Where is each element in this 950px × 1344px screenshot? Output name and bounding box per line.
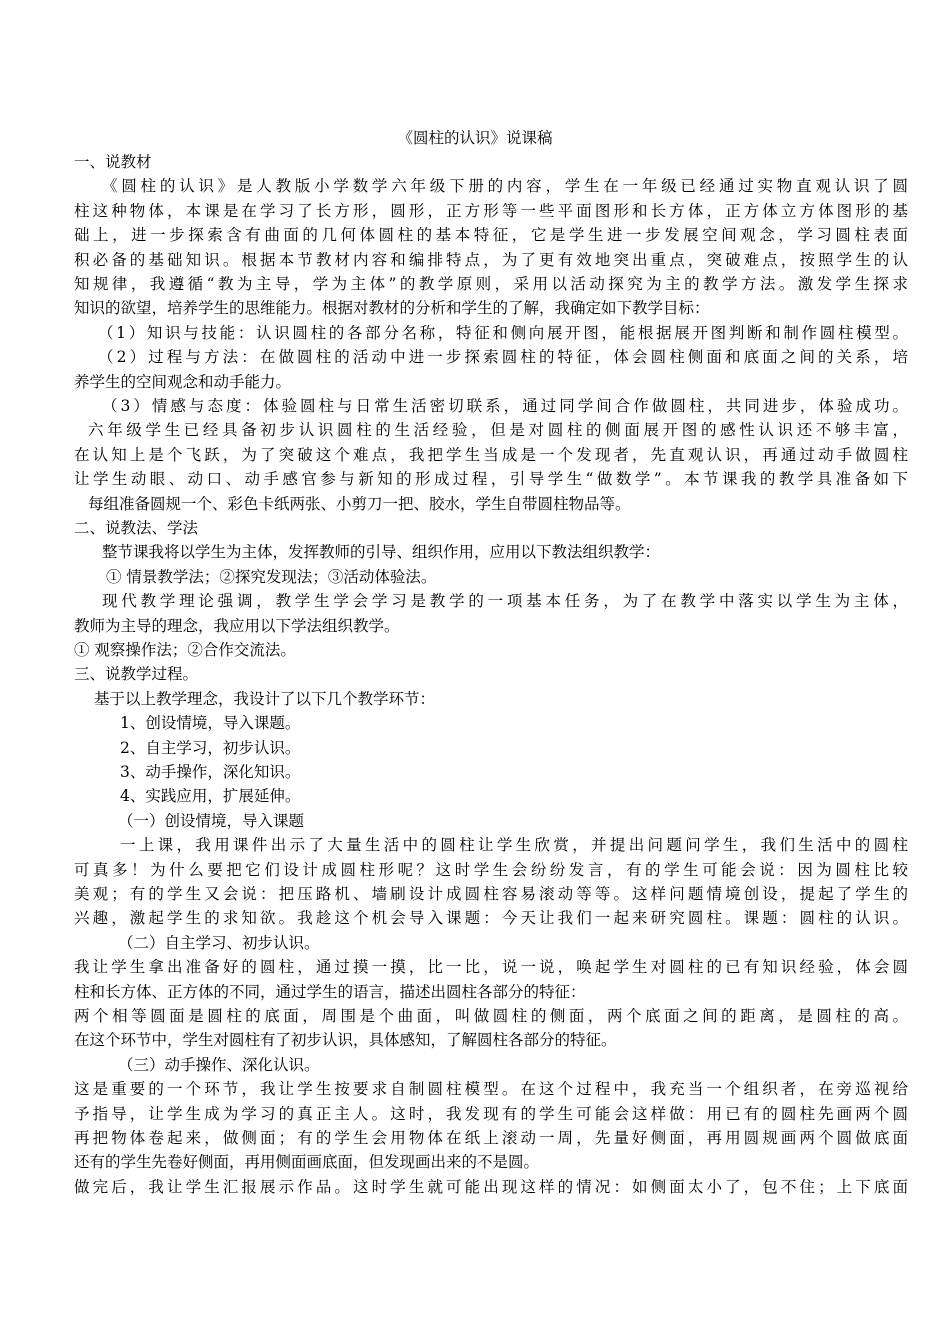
document-line: （二）自主学习、初步认识。 bbox=[118, 933, 320, 952]
document-line: 《圆柱的认识》是人教版小学数学六年级下册的内容，学生在一年级已经通过实物直观认识了圆 bbox=[102, 177, 908, 196]
document-line: 三、说教学过程。 bbox=[74, 665, 199, 684]
document-line: 养学生的空间观念和动手能力。 bbox=[74, 372, 292, 391]
document-line: 六年级学生已经具备初步认识圆柱的生活经验，但是对圆柱的侧面展开图的感性认识还不够丰富， bbox=[88, 421, 908, 440]
document-line: 在认知上是个飞跃，为了突破这个难点，我把学生当成是一个发现者，先直观认识，再通过动手做圆柱 bbox=[74, 445, 908, 464]
document-line: 2、自主学习，初步认识。 bbox=[120, 738, 301, 757]
document-line: 3、动手操作，深化知识。 bbox=[120, 763, 301, 781]
document-line: 还有的学生先卷好侧面，再用侧面画底面，但发现画出来的不是圆。 bbox=[74, 1153, 540, 1172]
document-line: 再把物体卷起来，做侧面；有的学生会用物体在纸上滚动一周，先量好侧面，再用圆规画两个圆做底面 bbox=[74, 1129, 908, 1147]
document-line: 做完后，我让学生汇报展示作品。这时学生就可能出现这样的情况：如侧面太小了，包不住；上下底面 bbox=[74, 1177, 908, 1196]
document-line: 柱和长方体、正方体的不同，通过学生的语言，描述出圆柱各部分的特征： bbox=[74, 982, 586, 1001]
document-line: 现代教学理论强调，教学生学会学习是教学的一项基本任务，为了在教学中落实以学生为主体， bbox=[102, 592, 908, 611]
document-line: 可真多！为什么要把它们设计成圆柱形呢？这时学生会纷纷发言，有的学生可能会说：因为圆柱比较 bbox=[74, 860, 908, 879]
document-line: 知识的欲望，培养学生的思维能力。根据对教材的分析和学生的了解，我确定如下教学目标： bbox=[74, 299, 710, 318]
document-line: 在这个环节中，学生对圆柱有了初步认识，具体感知，了解圆柱各部分的特征。 bbox=[74, 1031, 617, 1050]
document-line: （2）过程与方法：在做圆柱的活动中进一步探索圆柱的特征，体会圆柱侧面和底面之间的关系，培 bbox=[98, 348, 908, 367]
document-line: （一）创设情境，导入课题 bbox=[118, 811, 305, 830]
document-line: ① 情景教学法；②探究发现法；③活动体验法。 bbox=[106, 567, 437, 586]
document-line: 积必备的基础知识。根据本节教材内容和编排特点，为了更有效地突出重点，突破难点，按照学生的认 bbox=[74, 250, 908, 269]
document-line: 知规律，我遵循“教为主导，学为主体”的教学原则，采用以活动探究为主的教学方法。激发学生探求 bbox=[74, 275, 908, 293]
document-line: 整节课我将以学生为主体，发挥教师的引导、组织作用，应用以下教法组织教学： bbox=[102, 543, 661, 562]
document-line: 这是重要的一个环节，我让学生按要求自制圆柱模型。在这个过程中，我充当一个组织者，在旁巡视给 bbox=[74, 1080, 908, 1099]
document-line: 每组准备圆规一个、彩色卡纸两张、小剪刀一把、胶水，学生自带圆柱物品等。 bbox=[88, 494, 631, 513]
document-line: 柱这种物体，本课是在学习了长方形，圆形，正方形等一些平面图形和长方体，正方体立方体图形的基 bbox=[74, 201, 908, 220]
document-line: 一、说教材 bbox=[74, 153, 152, 171]
document-line: 予指导，让学生成为学习的真正主人。这时，我发现有的学生可能会这样做：用已有的圆柱先画两个圆 bbox=[74, 1104, 908, 1123]
document-line: 兴趣，激起学生的求知欲。我趁这个机会导入课题：今天让我们一起来研究圆柱。课题：圆柱的认识。 bbox=[74, 909, 908, 928]
document-line: （1）知识与技能：认识圆柱的各部分名称，特征和侧向展开图，能根据展开图判断和制作圆柱模型。 bbox=[98, 323, 908, 342]
document-line: 一上课，我用课件出示了大量生活中的圆柱让学生欣赏，并提出问题问学生，我们生活中的圆柱 bbox=[120, 836, 908, 855]
document-line: 1、创设情境，导入课题。 bbox=[120, 714, 301, 733]
document-line: ① 观察操作法；②合作交流法。 bbox=[74, 641, 296, 659]
document-line: 两个相等圆面是圆柱的底面，周围是个曲面，叫做圆柱的侧面，两个底面之间的距离，是圆柱的高。 bbox=[74, 1007, 908, 1025]
document-line: 我让学生拿出准备好的圆柱，通过摸一摸，比一比，说一说，唤起学生对圆柱的已有知识经验，体会圆 bbox=[74, 958, 908, 977]
document-line: 二、说教法、学法 bbox=[74, 519, 199, 537]
document-line: （3）情感与态度：体验圆柱与日常生活密切联系，通过同学间合作做圆柱，共同进步，体验成功。 bbox=[102, 397, 908, 415]
document-line: 基于以上教学理念，我设计了以下几个教学环节： bbox=[94, 689, 436, 708]
document-line: 4、实践应用，扩展延伸。 bbox=[120, 787, 301, 806]
document-line: 让学生动眼、动口、动手感官参与新知的形成过程，引导学生“做数学”。本节课我的教学具准备如下 bbox=[74, 470, 908, 489]
document-title: 《圆柱的认识》说课稿 bbox=[397, 129, 553, 147]
document-line: 础上，进一步探索含有曲面的几何体圆柱的基本特征，它是学生进一步发展空间观念，学习圆柱表面 bbox=[74, 226, 908, 245]
document-line: 美观；有的学生又会说：把压路机、墙刷设计成圆柱容易滚动等等。这样问题情境创设，提起了学生的 bbox=[74, 885, 908, 903]
document-line: （三）动手操作、深化认识。 bbox=[118, 1055, 320, 1074]
document-line: 教师为主导的理念，我应用以下学法组织教学。 bbox=[74, 616, 400, 635]
